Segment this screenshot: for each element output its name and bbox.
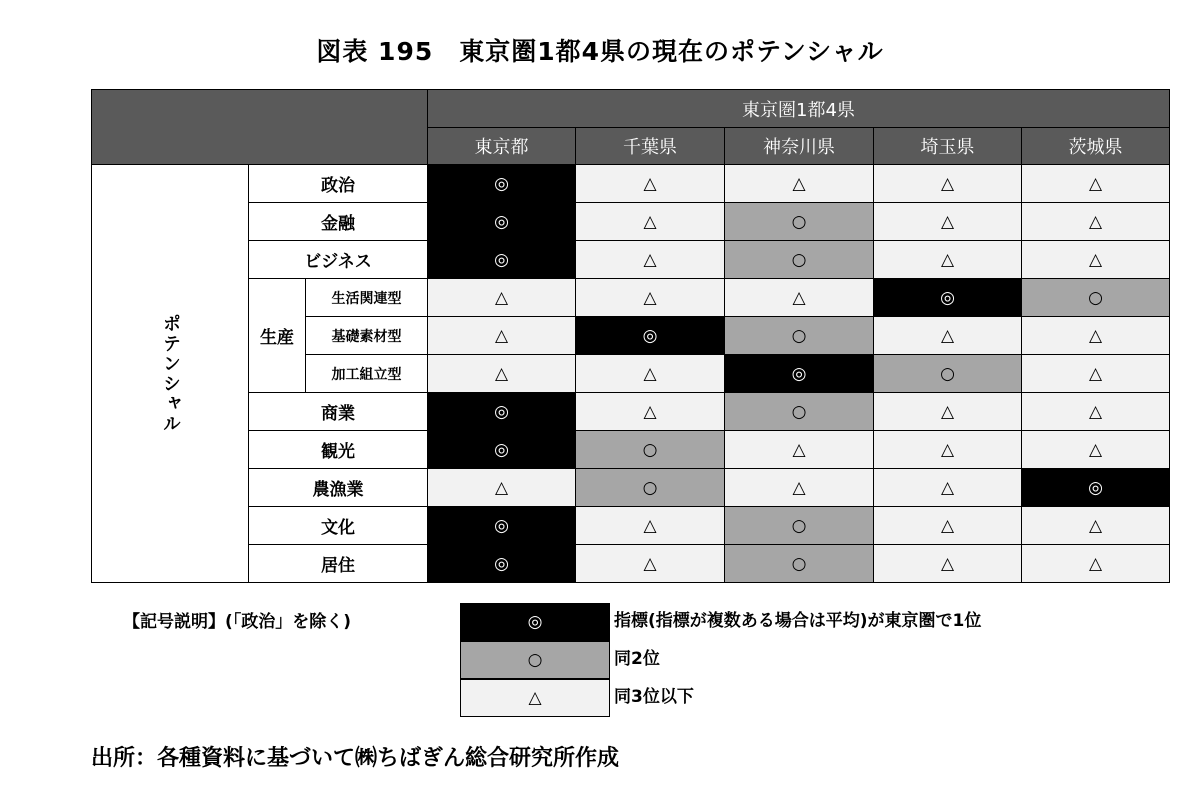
rank-symbol: △ — [643, 287, 657, 308]
header-prefecture: 千葉県 — [576, 128, 725, 165]
rank-cell — [874, 279, 1022, 317]
rank-symbol: △ — [1088, 173, 1103, 194]
table-row — [92, 431, 1170, 469]
rank-symbol: △ — [792, 477, 806, 498]
rank-symbol: ◎ — [494, 553, 509, 574]
header-group: 東京圏1都4県 — [428, 90, 1170, 128]
rank-symbol: ◎ — [494, 439, 509, 460]
rank-cell — [725, 431, 874, 469]
rank-cell — [874, 241, 1022, 279]
rank-cell — [428, 431, 576, 469]
table-row — [92, 165, 1170, 203]
header-prefecture: 埼玉県 — [874, 128, 1022, 165]
rank-symbol: ○ — [1088, 287, 1103, 308]
rank-symbol: △ — [643, 401, 657, 422]
table-row — [92, 545, 1170, 583]
rank-symbol: △ — [494, 363, 509, 384]
rank-symbol: △ — [940, 439, 955, 460]
rank-symbol: △ — [1088, 211, 1103, 232]
rank-symbol: ◎ — [494, 515, 509, 536]
rank-cell — [576, 507, 725, 545]
rank-symbol: △ — [494, 287, 509, 308]
rank-cell — [428, 469, 576, 507]
rank-cell — [874, 431, 1022, 469]
rank-symbol: ◎ — [940, 287, 955, 308]
rank-symbol: △ — [643, 249, 657, 270]
rank-symbol: △ — [1088, 439, 1103, 460]
table-row — [92, 241, 1170, 279]
row-label: 文化 — [249, 507, 428, 545]
legend-symbol-rank2: ○ — [460, 641, 610, 679]
rank-symbol: ○ — [791, 515, 807, 536]
row-label: 生活関連型 — [306, 279, 428, 317]
rank-symbol: ○ — [642, 477, 658, 498]
rank-symbol: ◎ — [494, 401, 509, 422]
rank-symbol: △ — [494, 325, 509, 346]
rank-cell — [874, 469, 1022, 507]
rank-symbol: ○ — [940, 363, 955, 384]
rank-cell — [725, 203, 874, 241]
rank-symbol: ◎ — [642, 325, 658, 346]
rank-symbol: △ — [1088, 325, 1103, 346]
rank-cell — [428, 545, 576, 583]
rank-cell — [874, 203, 1022, 241]
rank-cell — [1022, 355, 1170, 393]
rank-symbol: △ — [643, 211, 657, 232]
rank-symbol: △ — [643, 515, 657, 536]
header-prefecture: 茨城県 — [1022, 128, 1170, 165]
rank-cell — [428, 507, 576, 545]
table-row — [92, 279, 1170, 317]
rank-cell — [874, 393, 1022, 431]
rank-symbol: ◎ — [494, 249, 509, 270]
rank-symbol: △ — [1088, 249, 1103, 270]
rank-cell — [725, 355, 874, 393]
rank-cell — [725, 545, 874, 583]
rank-symbol: △ — [940, 325, 955, 346]
header-prefecture: 東京都 — [428, 128, 576, 165]
rank-symbol: ◎ — [791, 363, 807, 384]
rank-cell — [874, 317, 1022, 355]
rank-cell — [1022, 431, 1170, 469]
row-label: 政治 — [249, 165, 428, 203]
rank-cell — [874, 165, 1022, 203]
rank-cell — [428, 241, 576, 279]
rank-symbol: △ — [792, 439, 806, 460]
rank-cell — [428, 203, 576, 241]
header-corner — [92, 90, 428, 165]
rank-symbol: △ — [940, 553, 955, 574]
rank-cell — [1022, 393, 1170, 431]
rank-symbol: △ — [494, 477, 509, 498]
rank-cell — [576, 203, 725, 241]
rank-symbol: ◎ — [494, 211, 509, 232]
rank-cell — [1022, 545, 1170, 583]
rank-cell — [725, 317, 874, 355]
source-note: 出所：各種資料に基づいて㈱ちばぎん総合研究所作成 — [91, 746, 620, 771]
row-label: 金融 — [249, 203, 428, 241]
side-label-cell — [92, 165, 249, 583]
rank-symbol: △ — [1088, 515, 1103, 536]
rank-cell — [725, 393, 874, 431]
rank-symbol: △ — [940, 211, 955, 232]
rank-symbol: ○ — [791, 401, 807, 422]
rank-symbol: ○ — [791, 249, 807, 270]
rank-cell — [1022, 469, 1170, 507]
rank-cell — [576, 393, 725, 431]
legend-text-rank3: 同3位以下 — [614, 687, 694, 707]
rank-symbol: ○ — [791, 553, 807, 574]
rank-cell — [576, 279, 725, 317]
table-row — [92, 469, 1170, 507]
rank-cell — [576, 355, 725, 393]
potential-table — [91, 89, 1170, 583]
rank-cell — [428, 393, 576, 431]
rank-symbol: ○ — [791, 325, 807, 346]
rank-symbol: △ — [643, 553, 657, 574]
rank-cell — [576, 469, 725, 507]
table-row — [92, 507, 1170, 545]
figure-title: 図表 195 東京圏1都4県の現在のポテンシャル — [316, 37, 884, 66]
legend-text-rank2: 同2位 — [614, 649, 660, 669]
rank-cell — [576, 431, 725, 469]
rank-cell — [576, 545, 725, 583]
rank-cell — [874, 355, 1022, 393]
rank-cell — [428, 279, 576, 317]
row-label: 商業 — [249, 393, 428, 431]
rank-cell — [1022, 279, 1170, 317]
side-label: ポテンシャル — [160, 313, 181, 434]
rank-symbol: △ — [940, 477, 955, 498]
table-row — [92, 393, 1170, 431]
rank-cell — [1022, 203, 1170, 241]
rank-symbol: ○ — [642, 439, 658, 460]
rank-cell — [725, 165, 874, 203]
rank-cell — [1022, 241, 1170, 279]
rank-symbol: △ — [940, 401, 955, 422]
rank-cell — [725, 241, 874, 279]
rank-symbol: △ — [643, 363, 657, 384]
production-label: 生産 — [249, 279, 306, 393]
rank-cell — [576, 241, 725, 279]
rank-cell — [725, 279, 874, 317]
rank-symbol: △ — [1088, 401, 1103, 422]
legend-symbol-rank3: △ — [460, 679, 610, 717]
rank-cell — [576, 165, 725, 203]
rank-symbol: ◎ — [494, 173, 509, 194]
rank-cell — [428, 317, 576, 355]
rank-cell — [428, 165, 576, 203]
rank-cell — [576, 317, 725, 355]
rank-symbol: △ — [1088, 553, 1103, 574]
row-label: 基礎素材型 — [306, 317, 428, 355]
rank-cell — [725, 507, 874, 545]
rank-cell — [428, 355, 576, 393]
row-label: 加工組立型 — [306, 355, 428, 393]
legend-title: 【記号説明】(「政治」を除く) — [123, 612, 352, 632]
legend-text-rank1: 指標(指標が複数ある場合は平均)が東京圏で1位 — [614, 611, 982, 631]
row-label: 観光 — [249, 431, 428, 469]
rank-cell — [874, 507, 1022, 545]
legend-symbol-rank1: ◎ — [460, 603, 610, 641]
rank-symbol: ◎ — [1088, 477, 1103, 498]
header-prefecture: 神奈川県 — [725, 128, 874, 165]
rank-symbol: ○ — [791, 211, 807, 232]
rank-cell — [1022, 165, 1170, 203]
row-label: ビジネス — [249, 241, 428, 279]
rank-symbol: △ — [940, 249, 955, 270]
rank-symbol: △ — [792, 287, 806, 308]
rank-symbol: △ — [643, 173, 657, 194]
rank-symbol: △ — [792, 173, 806, 194]
rank-cell — [1022, 317, 1170, 355]
rank-symbol: △ — [940, 173, 955, 194]
rank-cell — [874, 545, 1022, 583]
row-label: 農漁業 — [249, 469, 428, 507]
rank-symbol: △ — [1088, 363, 1103, 384]
table-row — [92, 203, 1170, 241]
rank-cell — [725, 469, 874, 507]
rank-cell — [1022, 507, 1170, 545]
rank-symbol: △ — [940, 515, 955, 536]
row-label: 居住 — [249, 545, 428, 583]
